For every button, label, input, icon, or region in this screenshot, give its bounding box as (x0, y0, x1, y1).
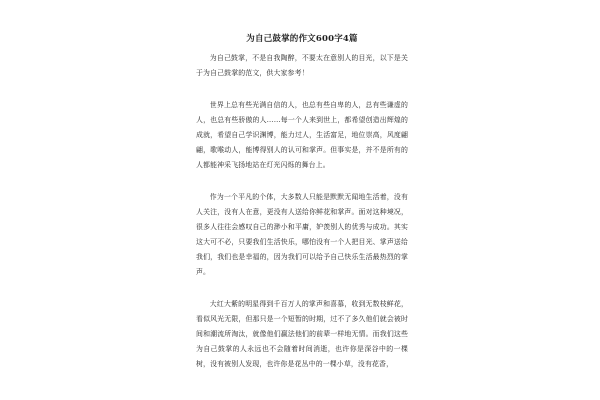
paragraph-spacer (196, 81, 408, 98)
paragraph-spacer (196, 173, 408, 190)
paragraph-intro: 为自己鼓掌，不是自我陶醉，不要太在意别人的目光，以下是关于为自己鼓掌的范文，供大家参考！ (196, 54, 408, 77)
paragraph-1: 世界上总有些光满自信的人，也总有些自卑的人，总有些谦虚的人，也总有些骄傲的人……每一个人来到世上，都希望创造出辉煌的成就，希望自己学识渊博，能力过人，生活富足，地位崇高，风度翩翩，歌喉动人，能博得别人的认可和掌声。但事实是，并不是所有的人都能神采飞扬地站在灯光闪烁的舞台上。 (196, 101, 408, 169)
paragraph-2: 作为一个平凡的个体，大多数人只能是默默无闻地生活着，没有人关注，没有人在意，更没有人送给你鲜花和掌声。面对这种境况，很多人往往会感叹自己的渺小和平庸，妒羡别人的优秀与成功。其实这大可不必，只要我们生活快乐，哪怕没有一个人把目光、掌声送给我们，我们也是幸福的，因为我们可以给予自己快乐生活最热烈的掌声。 (196, 193, 408, 276)
paragraph-spacer (196, 280, 408, 297)
article-body (196, 34, 408, 372)
paragraph-3: 大红大紫的明星得到千百万人的掌声和喜慕，收到无数枝鲜花，看似风光无限，但那只是一个短暂的时期，过不了多久他们就会被时间和潮流所淘汰，就像他们赢法他们的前辈一样地无情。而我们这些为自己鼓掌的人永远也不会随着时间消逝，也许你是深谷中的一棵树，没有被别人发现，也许你是花丛中的一棵小草，没有花香， (196, 300, 408, 368)
article-title: 为自己鼓掌的作文600字4篇 (246, 34, 358, 44)
